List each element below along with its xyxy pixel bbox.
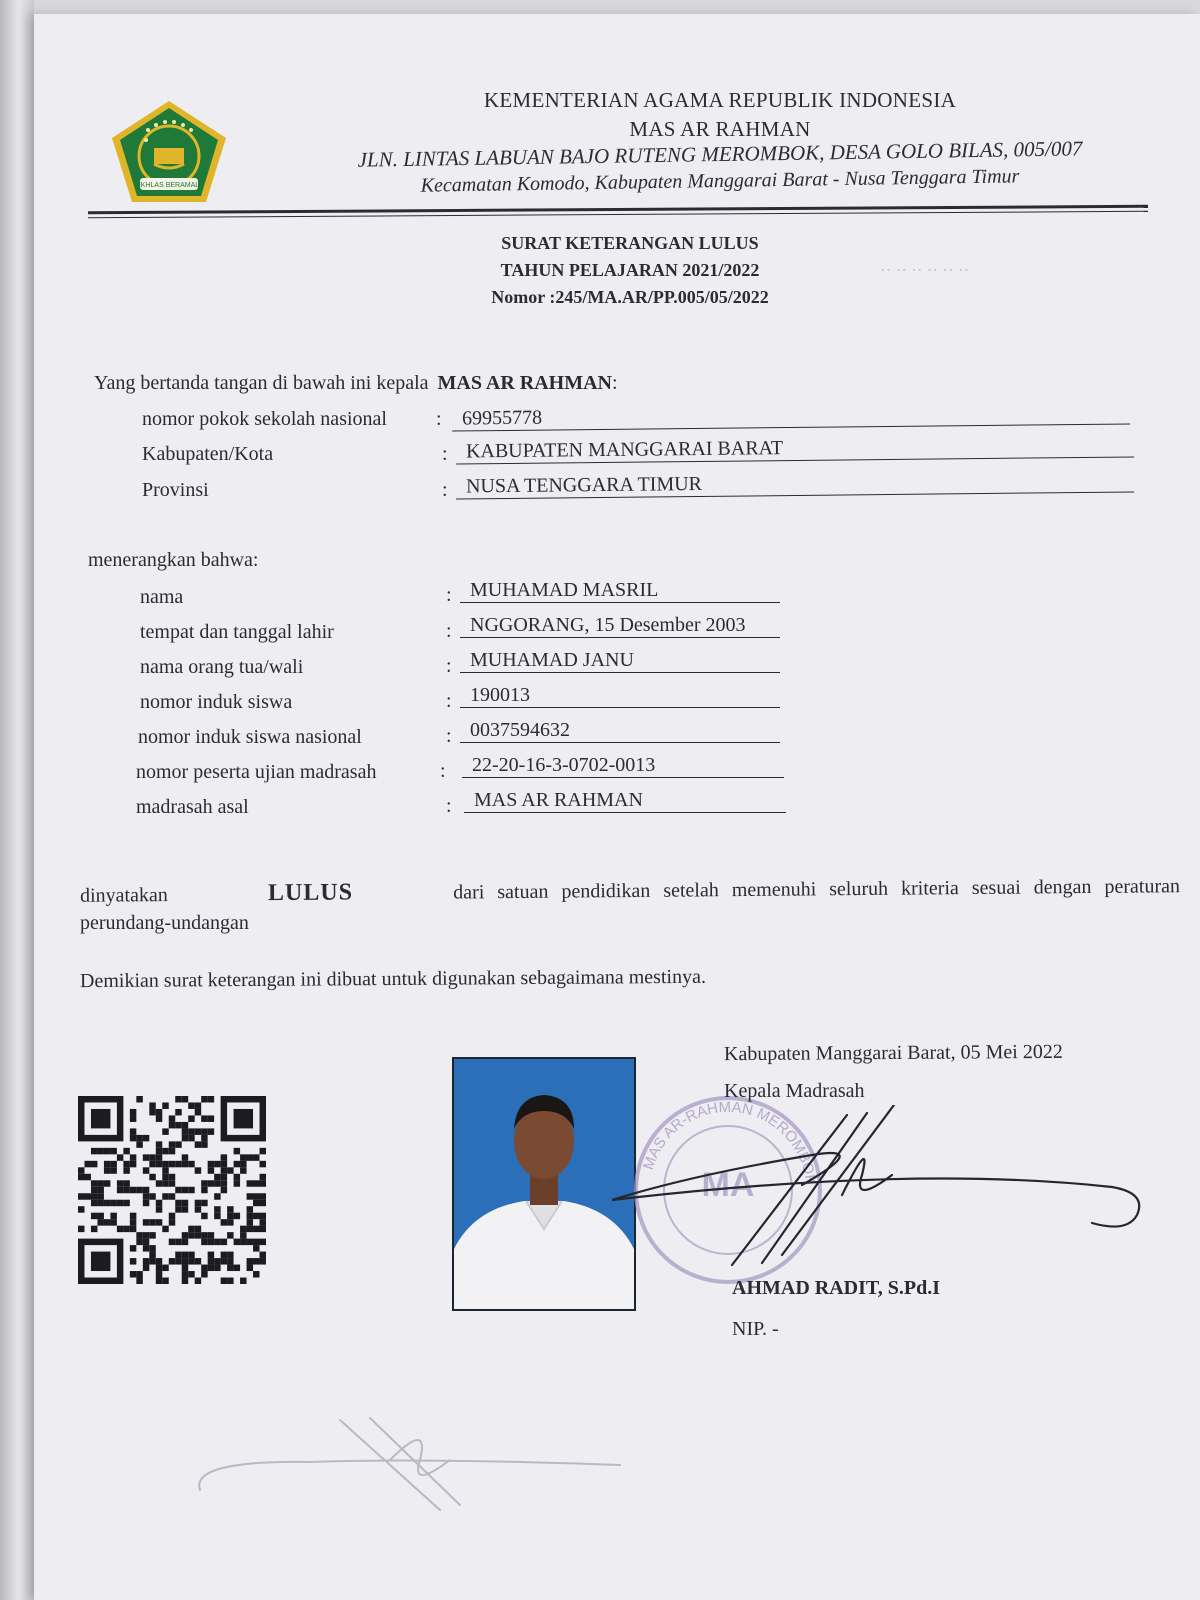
school-address: JLN. LINTAS LABUAN BAJO RUTENG MEROMBOK, DESA GOLO BILAS, 005/007 — [357, 136, 1083, 172]
signature-scribble — [612, 1105, 1172, 1275]
ministry-logo-icon — [108, 98, 230, 206]
ministry-name: KEMENTERIAN AGAMA REPUBLIK INDONESIA — [483, 88, 957, 112]
student-field-value: 190013 — [460, 684, 780, 708]
signature-position: Kepala Madrasah — [724, 1080, 865, 1102]
signatory-nip: NIP. - — [732, 1318, 779, 1340]
student-field-value: NGGORANG, 15 Desember 2003 — [460, 614, 780, 638]
result-status: LULUS — [267, 879, 354, 907]
document-number: Nomor :245/MA.AR/PP.005/05/2022 — [491, 287, 769, 307]
field-colon: : — [436, 408, 442, 430]
school-region: Kecamatan Komodo, Kabupaten Manggarai Barat - Nusa Tenggara Timur — [420, 165, 1020, 197]
bleed-through-text: ‥ ‥ ‥ ‥ ‥ ‥ — [880, 256, 970, 275]
student-field-label: nomor induk siswa nasional — [138, 726, 362, 748]
result-line2: perundang-undangan — [80, 912, 249, 934]
field-colon: : — [446, 584, 452, 606]
field-value: KABUPATEN MANGGARAI BARAT — [456, 433, 1134, 464]
student-field-label: madrasah asal — [136, 796, 249, 818]
closing-sentence: Demikian surat keterangan ini dibuat untuk digunakan sebagaimana mestinya. — [79, 965, 707, 993]
signatory-name: AHMAD RADIT, S.Pd.I — [732, 1277, 940, 1299]
binder-edge — [0, 0, 34, 1600]
field-colon: : — [440, 760, 446, 782]
result-prefix: dinyatakan — [79, 884, 168, 907]
student-field-value: 22-20-16-3-0702-0013 — [462, 754, 784, 778]
field-colon: : — [442, 443, 448, 465]
svg-text:MA: MA — [701, 1166, 755, 1204]
student-field-label: nama — [140, 586, 184, 608]
student-field-value: MUHAMAD MASRIL — [460, 579, 780, 603]
intro-line — [94, 372, 618, 395]
svg-text:IKHLAS BERAMAL: IKHLAS BERAMAL — [138, 182, 200, 189]
student-field-label: nomor peserta ujian madrasah — [136, 761, 377, 783]
student-field-label: nama orang tua/wali — [140, 656, 304, 678]
field-value: 69955778 — [452, 400, 1130, 431]
student-field-label: nomor induk siswa — [140, 691, 293, 713]
student-field-value: 0037594632 — [460, 719, 780, 743]
field-label: nomor pokok sekolah nasional — [142, 408, 387, 430]
svg-text:MAS AR-RAHMAN MEROMBOK: MAS AR-RAHMAN MEROMBOK — [639, 1098, 819, 1186]
academic-year: TAHUN PELAJARAN 2021/2022 — [500, 260, 760, 280]
student-field-label: tempat dan tanggal lahir — [140, 621, 334, 643]
signature-place-date: Kabupaten Manggarai Barat, 05 Mei 2022 — [723, 1040, 1063, 1066]
qr-code-icon — [78, 1096, 266, 1284]
student-portrait-icon — [454, 1059, 634, 1309]
student-field-value: MAS AR RAHMAN — [464, 789, 786, 813]
statement-intro: menerangkan bahwa: — [88, 549, 259, 571]
result-suffix: dari satuan pendidikan setelah memenuhi seluruh kriteria sesuai dengan peraturan — [453, 875, 1181, 904]
field-colon: : — [446, 620, 452, 642]
intro-suffix: : — [611, 372, 618, 394]
field-colon: : — [446, 655, 452, 677]
intro-prefix: Yang bertanda tangan di bawah ini kepala — [94, 372, 429, 394]
field-label: Provinsi — [142, 479, 209, 501]
field-label: Kabupaten/Kota — [142, 443, 274, 465]
student-photo — [452, 1057, 636, 1311]
bleed-through-signature — [190, 1400, 650, 1520]
school-name: MAS AR RAHMAN — [629, 117, 811, 141]
field-colon: : — [442, 479, 448, 501]
intro-school: MAS AR RAHMAN — [437, 372, 612, 394]
field-colon: : — [446, 725, 452, 747]
student-field-value: MUHAMAD JANU — [460, 649, 780, 673]
document-title: SURAT KETERANGAN LULUS — [501, 233, 759, 253]
field-colon: : — [446, 795, 452, 817]
field-value: NUSA TENGGARA TIMUR — [456, 468, 1134, 499]
field-colon: : — [446, 690, 452, 712]
